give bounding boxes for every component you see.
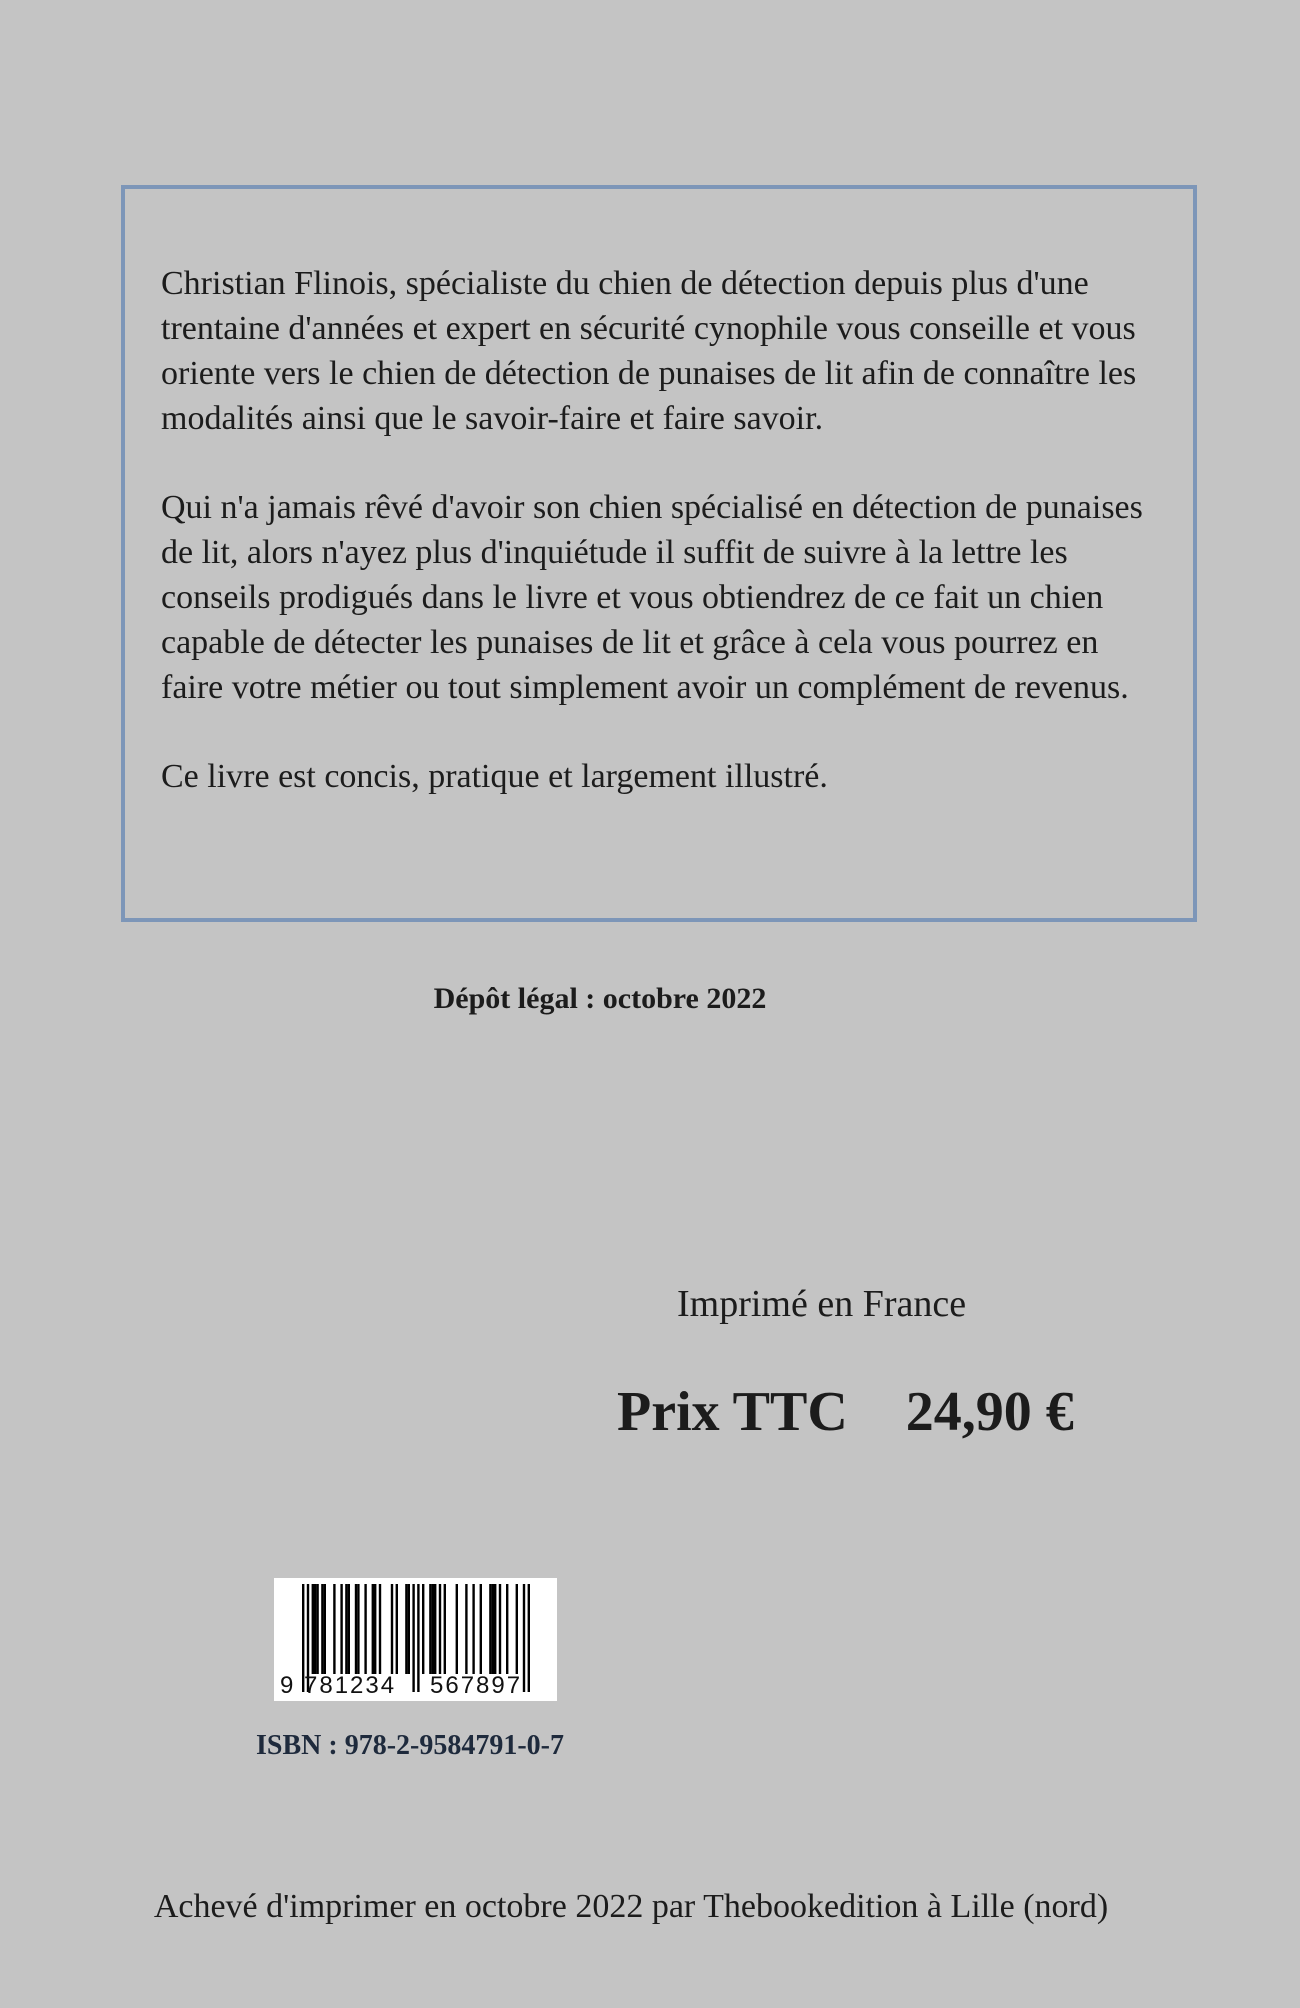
barcode — [274, 1578, 557, 1701]
barcode-left-group: 781234 — [304, 1672, 397, 1699]
blurb-box — [121, 185, 1197, 922]
barcode-bar — [374, 1584, 376, 1674]
price-label: Prix TTC — [617, 1381, 848, 1443]
barcode-bar — [321, 1584, 323, 1674]
barcode-bar — [422, 1584, 424, 1674]
barcode-bar — [379, 1584, 381, 1674]
barcode-bar — [417, 1584, 419, 1692]
barcode-bar — [316, 1584, 318, 1674]
barcode-bar — [391, 1584, 393, 1674]
barcode-bar — [506, 1584, 508, 1674]
barcode-bar — [324, 1584, 326, 1674]
barcode-bar — [314, 1584, 316, 1674]
barcode-bar — [489, 1584, 491, 1674]
barcode-bar — [429, 1584, 431, 1674]
barcode-bar — [494, 1584, 496, 1674]
barcode-bar — [472, 1584, 474, 1674]
barcode-bar — [492, 1584, 494, 1674]
barcode-bar — [456, 1584, 458, 1674]
price-value: 24,90 € — [905, 1381, 1074, 1443]
barcode-bar — [434, 1584, 436, 1674]
price-line — [617, 1380, 1074, 1444]
barcode-bar — [444, 1584, 446, 1674]
barcode-bar — [372, 1584, 374, 1674]
barcode-bar — [340, 1584, 342, 1674]
barcode-bar — [432, 1584, 434, 1674]
legal-deposit: Dépôt légal : octobre 2022 — [433, 982, 767, 1015]
barcode-bar — [516, 1584, 518, 1674]
blurb-paragraph-1: Christian Flinois, spécialiste du chien de détection depuis plus d'une trentaine d'années et expert en sécurité cynophile vous conseille et vous oriente vers le chien de détection de punaises de lit afin de connaître les modalités ainsi que le savoir-faire et faire savoir. — [161, 265, 1137, 437]
barcode-bar — [412, 1584, 414, 1692]
barcode-right-group: 567897 — [430, 1672, 523, 1699]
barcode-bar — [523, 1584, 525, 1692]
barcode-bar — [465, 1584, 467, 1674]
barcode-bar — [312, 1584, 314, 1674]
colophon: Achevé d'imprimer en octobre 2022 par Thebookedition à Lille (nord) — [153, 1888, 1109, 1925]
barcode-bar — [357, 1584, 359, 1674]
barcode-bar — [480, 1584, 482, 1674]
barcode-bar — [355, 1584, 357, 1674]
printed-in-label: Imprimé en France — [677, 1283, 967, 1325]
barcode-bar — [364, 1584, 366, 1674]
barcode-bar — [345, 1584, 347, 1674]
barcode-bar — [408, 1584, 410, 1674]
blurb-paragraph-2: Qui n'a jamais rêvé d'avoir son chien spécialisé en détection de punaises de lit, alors n'ayez plus d'inquiétude il suffit de suivre à la lettre les conseils prodigués dans le livre et vous obtiendrez de ce fait un chien capable de détecter les punaises de lit et grâce à cela vous pourrez en faire votre métier ou tout simplement avoir un complément de revenus. — [161, 489, 1143, 706]
barcode-bar — [396, 1584, 398, 1674]
barcode-lead-digit: 9 — [280, 1672, 294, 1699]
barcode-bar — [439, 1584, 441, 1674]
barcode-bar — [528, 1584, 530, 1692]
barcode-bar — [348, 1584, 350, 1674]
blurb-paragraph-3: Ce livre est concis, pratique et largement illustré. — [161, 758, 828, 795]
isbn-number: ISBN : 978-2-9584791-0-7 — [256, 1730, 564, 1761]
barcode-bar — [405, 1584, 407, 1674]
barcode-bar — [499, 1584, 501, 1674]
barcode-bar — [333, 1584, 335, 1674]
